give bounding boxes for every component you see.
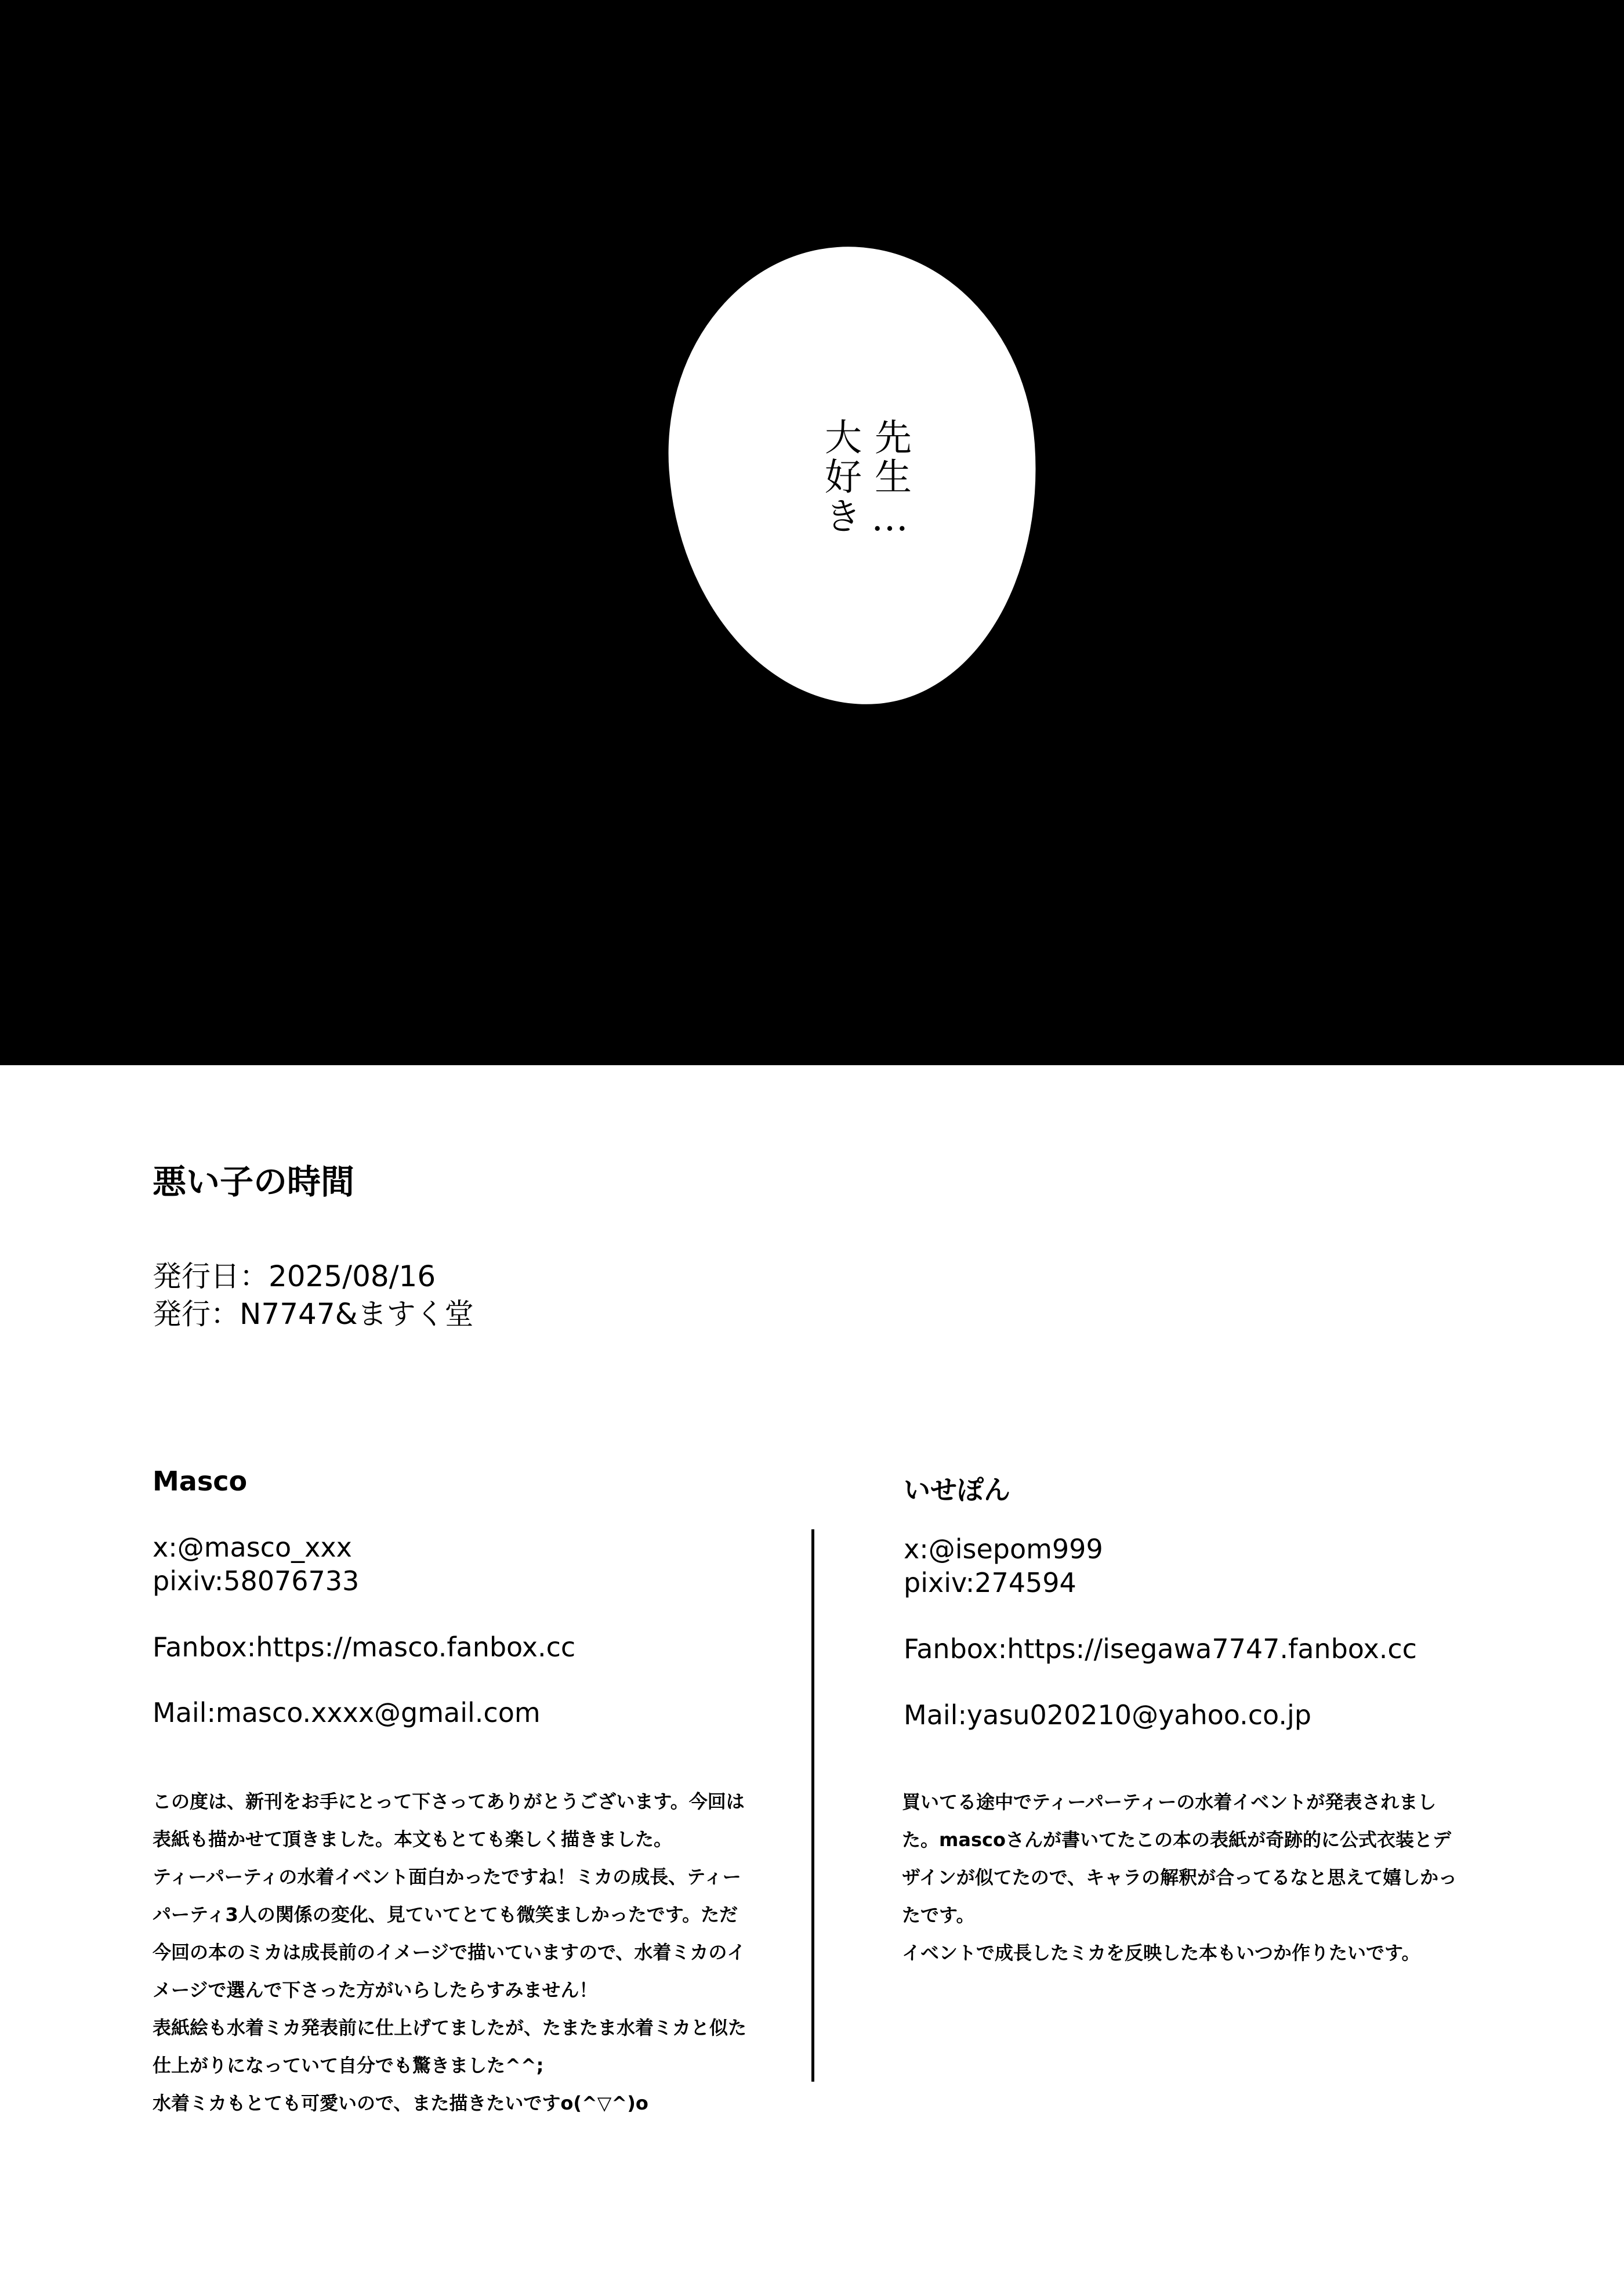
x-account-right: x:@isepom999	[904, 1533, 1103, 1565]
manga-panel	[0, 0, 1624, 1065]
publisher: 発行：N7747&ますく堂	[153, 1297, 474, 1331]
afterword-line: 表紙絵も水着ミカ発表前に仕上げてましたが、たまたま水着ミカと似た	[153, 2017, 747, 2039]
column-divider	[811, 1529, 814, 2082]
afterword-line: 買いてる途中でティーパーティーの水着イベントが発表されまし	[902, 1791, 1437, 1813]
afterword-right	[902, 1783, 1457, 1972]
speech-bubble-text: 先生… 大好き	[818, 418, 911, 542]
afterword-left	[153, 1783, 746, 2122]
fanbox-link-left: Fanbox:https://masco.fanbox.cc	[153, 1631, 576, 1663]
afterword-line: メージで選んで下さった方がいらしたらすみません！	[153, 1979, 598, 2001]
afterword-line: ティーパーティの水着イベント面白かったですね！ミカの成長、ティー	[153, 1866, 741, 1888]
mail-address-right: Mail:yasu020210@yahoo.co.jp	[904, 1699, 1311, 1731]
fanbox-link-right: Fanbox:https://isegawa7747.fanbox.cc	[904, 1633, 1417, 1665]
afterword-line: たです。	[902, 1904, 975, 1926]
mail-address-left: Mail:masco.xxxx@gmail.com	[153, 1697, 541, 1728]
afterword-line: 今回の本のミカは成長前のイメージで描いていますので、水着ミカのイ	[153, 1941, 746, 1963]
afterword-line: 仕上がりになっていて自分でも驚きました^^;	[153, 2054, 544, 2076]
afterword-line: 水着ミカもとても可愛いので、また描きたいですo(^▽^)o	[153, 2092, 648, 2114]
afterword-line: た。mascoさんが書いてたこの本の表紙が奇跡的に公式衣装とデ	[902, 1829, 1451, 1851]
afterword-line: イベントで成長したミカを反映した本もいつか作りたいです。	[902, 1942, 1420, 1964]
afterword-line: 表紙も描かせて頂きました。本文もとても楽しく描きました。	[153, 1828, 673, 1850]
author-name-left: Masco	[153, 1466, 248, 1497]
pixiv-id-left: pixiv:58076733	[153, 1565, 360, 1597]
author-name-right: いせぽん	[904, 1474, 1010, 1506]
afterword-line: この度は、新刊をお手にとって下さってありがとうございます。今回は	[153, 1790, 745, 1812]
x-account-left: x:@masco_xxx	[153, 1532, 352, 1563]
afterword-line: パーティ3人の関係の変化、見ていてとても微笑ましかったです。ただ	[153, 1904, 738, 1926]
publish-date: 発行日：2025/08/16	[153, 1260, 436, 1293]
book-title: 悪い子の時間	[153, 1162, 355, 1202]
pixiv-id-right: pixiv:274594	[904, 1567, 1076, 1598]
afterword-line: ザインが似てたので、キャラの解釈が合ってるなと思えて嬉しかっ	[902, 1866, 1458, 1888]
